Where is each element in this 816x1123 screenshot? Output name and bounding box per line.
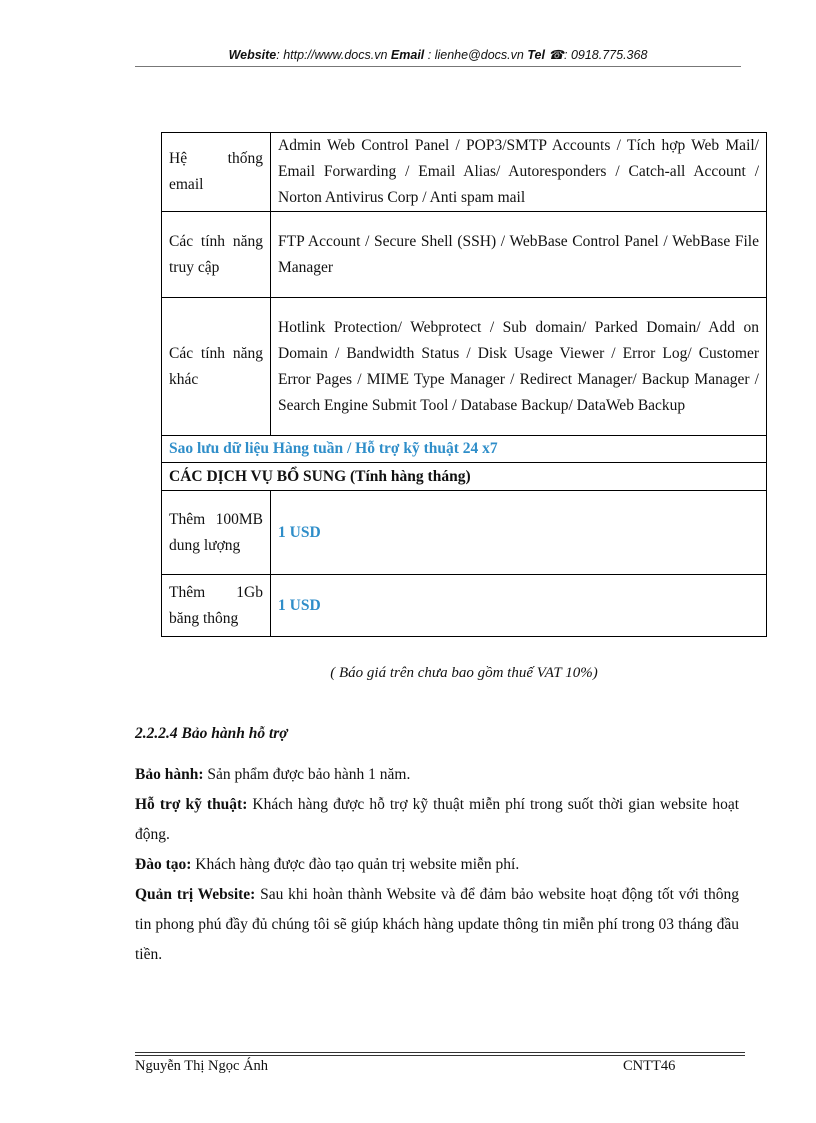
paragraph-label: Bảo hành: [135,766,204,783]
row-label: Các tính năng khác [162,298,271,436]
tel-label: Tel [527,48,545,62]
table-row [162,298,767,436]
section-title: 2.2.2.4 Bảo hành hỗ trợ [135,725,288,742]
paragraph-text: Khách hàng được hỗ trợ kỹ thuật miễn phí trong suốt thời gian website hoạt động. [135,796,739,843]
row-label: Các tính năng truy cập [162,212,271,298]
footer-author: Nguyễn Thị Ngọc Ánh [135,1058,269,1074]
page-header [135,47,741,62]
row-value: Hotlink Protection/ Webprotect / Sub domain/ Parked Domain/ Add on Domain / Bandwidth Status / Disk Usage Viewer / Error Log/ Customer Error Pages / MIME Type Manager / Redirect Manager/ Backup Manager / Search Engine Submit Tool / Database Backup/ DataWeb Backup [271,298,767,436]
paragraph-label: Hỗ trợ kỹ thuật: [135,796,248,813]
table-row [162,491,767,575]
paragraph-label: Quản trị Website: [135,886,256,903]
table-row [162,133,767,212]
vat-note: ( Báo giá trên chưa bao gồm thuế VAT 10%) [330,665,598,681]
service-label: Thêm 100MB dung lượng [162,491,271,575]
footer-divider [135,1055,745,1056]
table-row [162,212,767,298]
row-value: Admin Web Control Panel / POP3/SMTP Accounts / Tích hợp Web Mail/ Email Forwarding / Email Alias/ Autoresponders / Catch-all Account / Norton Antivirus Corp / Anti spam mail [271,133,767,212]
feature-table [161,132,767,637]
paragraph-text: Khách hàng được đào tạo quản trị website miễn phí. [191,856,520,873]
tel-value: : 0918.775.368 [564,48,648,62]
paragraph-text: Sau khi hoàn thành Website và để đảm bảo website hoạt động tốt với thông tin phong phú đầy đủ chúng tôi sẽ giúp khách hàng update thông tin miễn phí trong 03 tháng đầu tiền. [135,886,739,963]
email-value: : lienhe@docs.vn [424,48,524,62]
service-price: 1 USD [271,491,767,575]
footer-class: CNTT46 [623,1058,676,1074]
table-row [162,575,767,637]
row-value: FTP Account / Secure Shell (SSH) / WebBase Control Panel / WebBase File Manager [271,212,767,298]
paragraph-warranty [135,760,739,790]
backup-text: Sao lưu dữ liệu Hàng tuần / Hỗ trợ kỹ thuật 24 x7 [162,436,767,463]
paragraph-support [135,790,739,850]
paragraph-label: Đào tạo: [135,856,192,873]
services-header-row [162,463,767,491]
website-value: : http://www.docs.vn [276,48,388,62]
paragraph-admin [135,880,739,970]
services-header: CÁC DỊCH VỤ BỔ SUNG (Tính hàng tháng) [162,463,767,491]
service-price: 1 USD [271,575,767,637]
header-divider [135,66,741,67]
footer-divider [135,1052,745,1053]
paragraph-text: Sản phẩm được bảo hành 1 năm. [203,766,411,783]
email-label: Email [390,48,425,62]
backup-row [162,436,767,463]
paragraph-training [135,850,739,880]
website-label: Website [228,48,277,62]
row-label: Hệ thống email [162,133,271,212]
service-label: Thêm 1Gb băng thông [162,575,271,637]
phone-icon: ☎ [548,48,564,62]
